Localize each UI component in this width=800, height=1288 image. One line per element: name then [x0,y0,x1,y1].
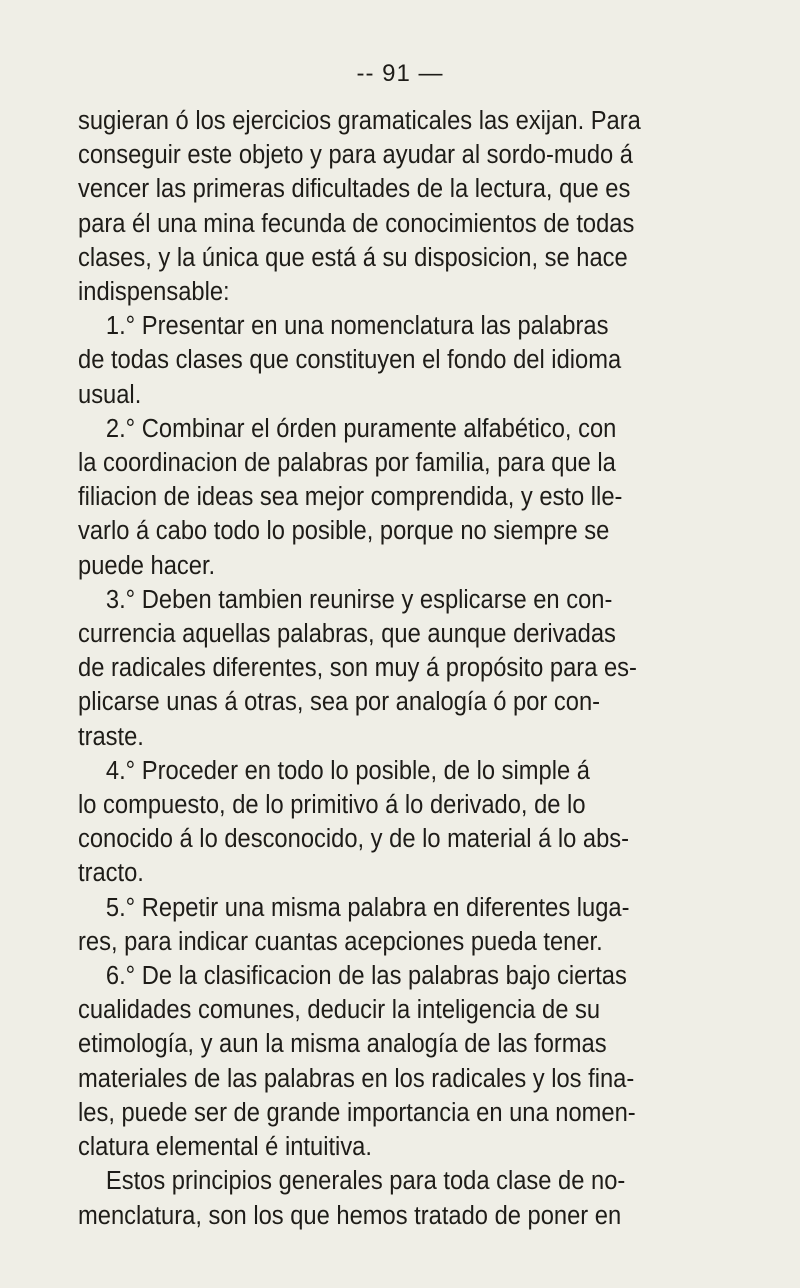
text-line: 6.° De la clasificacion de las palabras bajo ciertas [105,962,627,991]
paragraph-item-3 [78,583,678,754]
text-line: cualidades comunes, deducir la inteligencia de su [78,996,601,1025]
text-line: plicarse unas á otras, sea por analogía ó por con- [78,688,601,717]
text-line: varlo á cabo todo lo posible, porque no siempre se [78,517,610,546]
text-line: 2.° Combinar el órden puramente alfabético, con [105,414,617,443]
page-number: -- 91 — [356,60,444,87]
text-line: materiales de las palabras en los radicales y los fina- [78,1064,635,1093]
paragraph-item-4 [78,754,678,891]
text-line: de radicales diferentes, son muy á propósito para es- [78,654,637,683]
text-line: menclatura, son los que hemos tratado de poner en [78,1201,622,1230]
text-line: traste. [78,722,144,751]
text-line: tracto. [78,859,144,888]
text-line: res, para indicar cuantas acepciones pueda tener. [78,927,603,956]
text-line: clases, y la única que está á su disposicion, se hace [78,243,628,272]
text-line: conocido á lo desconocido, y de lo material á lo abs- [78,825,630,854]
body-text [78,104,678,1233]
text-line: 5.° Repetir una misma palabra en diferentes luga- [105,893,630,922]
text-line: 3.° Deben tambien reunirse y esplicarse en con- [105,585,613,614]
text-line: etimología, y aun la misma analogía de las formas [78,1030,607,1059]
text-line: vencer las primeras dificultades de la lectura, que es [78,175,631,204]
text-line: currencia aquellas palabras, que aunque derivadas [78,620,616,649]
text-line: Estos principios generales para toda clase de no- [105,1167,626,1196]
paragraph-continuation [78,104,678,309]
text-line: conseguir este objeto y para ayudar al sordo-mudo á [78,141,634,170]
text-line: de todas clases que constituyen el fondo del idioma [78,346,622,375]
paragraph-item-6 [78,959,678,1164]
paragraph-item-1 [78,309,678,412]
text-line: indispensable: [78,278,230,307]
text-line: filiacion de ideas sea mejor comprendida, y esto lle- [78,483,623,512]
text-line: lo compuesto, de lo primitivo á lo derivado, de lo [78,791,586,820]
text-line: 4.° Proceder en todo lo posible, de lo simple á [105,756,590,785]
paragraph-item-2 [78,412,678,583]
text-line: sugieran ó los ejercicios gramaticales las exijan. Para [78,107,641,135]
text-line: les, puede ser de grande importancia en una nomen- [78,1098,636,1127]
text-line: puede hacer. [78,551,216,580]
text-line: 1.° Presentar en una nomenclatura las palabras [105,312,609,341]
text-line: para él una mina fecunda de conocimientos de todas [78,209,635,238]
text-line: la coordinacion de palabras por familia, para que la [78,449,616,478]
text-line: usual. [78,380,142,409]
paragraph-item-5 [78,891,678,959]
text-line: clatura elemental é intuitiva. [78,1133,372,1162]
paragraph-closing [78,1164,678,1232]
